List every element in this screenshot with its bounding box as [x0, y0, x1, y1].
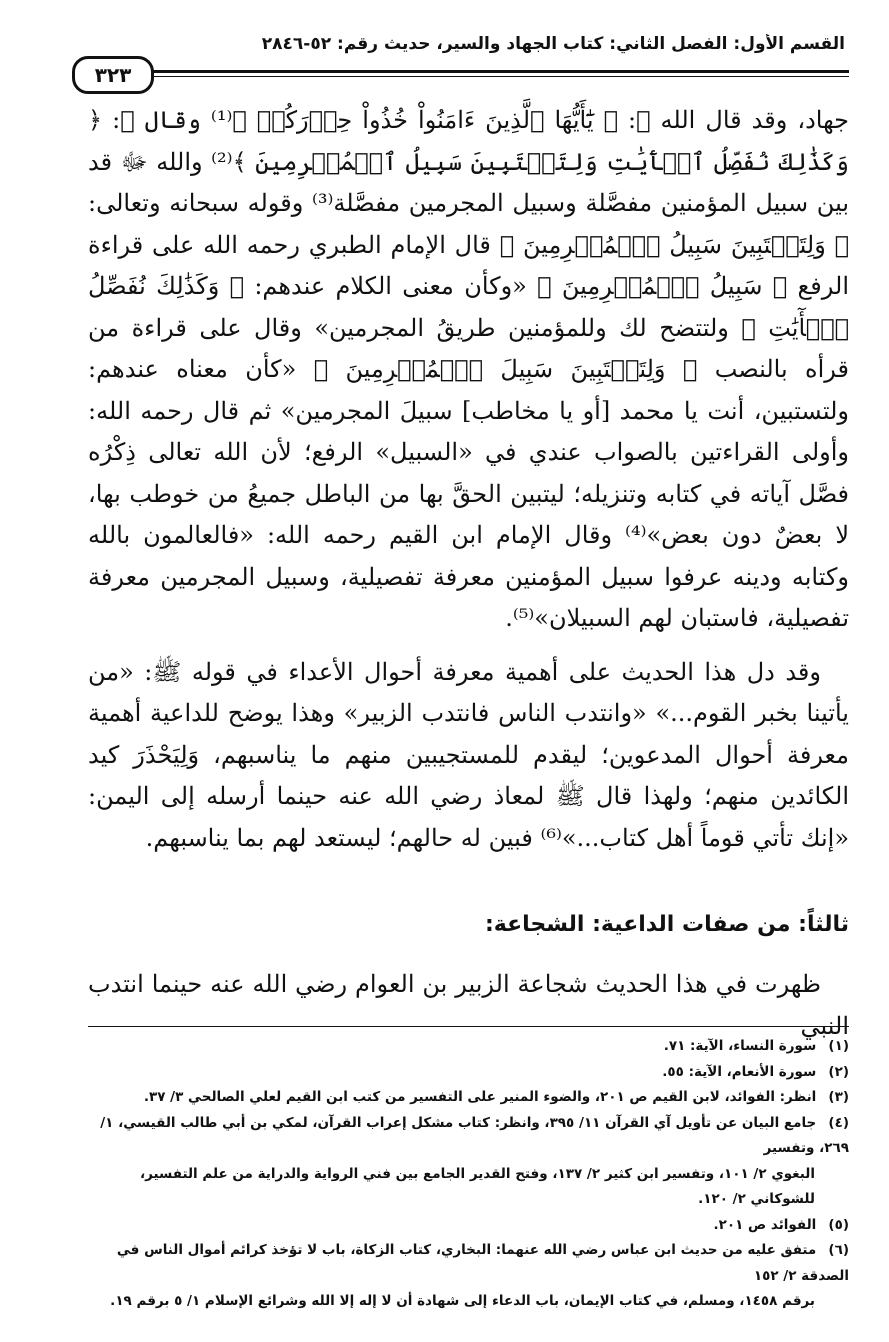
footnote-number: (٤)	[828, 1114, 849, 1131]
footnote-text: سورة النساء، الآية: ٧١.	[663, 1038, 817, 1054]
footnotes	[88, 1034, 849, 1315]
running-header: القسم الأول: الفصل الثاني: كتاب الجهاد والسير، حديث رقم: ٥٢-٢٨٤٦	[261, 34, 845, 54]
footnote-text: سورة الأنعام، الآية: ٥٥.	[662, 1063, 817, 1080]
footnote	[88, 1111, 849, 1162]
footnote-number: (٥)	[828, 1216, 849, 1233]
footnote-text: انظر: الفوائد، لابن القيم ص ٢٠١، والضوء المنير على التفسير من كتب ابن القيم لعلي الصالحي ٣/ ٣٧.	[143, 1089, 817, 1105]
page-number: ٣٢٣	[72, 56, 154, 94]
header-rule	[132, 70, 849, 73]
footnote-divider	[88, 1026, 849, 1027]
footnote	[88, 1085, 849, 1111]
footnote-number: (٢)	[828, 1063, 849, 1080]
footnote-number: (٦)	[828, 1242, 849, 1258]
footnote	[88, 1034, 849, 1060]
section-heading: ثالثاً: من صفات الداعية: الشجاعة:	[484, 912, 849, 937]
footnote-text: متفق عليه من حديث ابن عباس رضي الله عنهما: البخاري، كتاب الزكاة، باب لا تؤخذ كرائم أموال الناس في الصدقة ٢/ ١٥٢	[116, 1242, 849, 1284]
footnote	[88, 1213, 849, 1239]
footnote-number: (١)	[828, 1038, 849, 1054]
main-text	[88, 100, 849, 869]
body-paragraph: وقد دل هذا الحديث على أهمية معرفة أحوال الأعداء في قوله ﷺ: «من يأتينا بخبر القوم...» «وانتدب الناس فانتدب الزبير» وهذا يوضح للداعية أهمية معرفة أحوال المدعوين؛ ليقدم للمستجيبين منهم ما يناسبهم، وَلِيَحْذَرَ كيد الكائدين منهم؛ ولهذا قال ﷺ لمعاذ رضي الله عنه حينما أرسله إلى اليمن: «إنك تأتي قوماً أهل كتاب...»⁽⁶⁾ فبين له حالهم؛ ليستعد لهم بما يناسبهم.	[88, 657, 849, 852]
footnote-continuation: برقم ١٤٥٨، ومسلم، في كتاب الإيمان، باب الدعاء إلى شهادة أن لا إله إلا الله وشرائع الإسلام ١/ ٥ برقم ١٩.	[110, 1293, 815, 1309]
footnote	[88, 1238, 849, 1289]
footnote-continuation: البغوي ٢/ ١٠١، وتفسير ابن كثير ٢/ ١٣٧، وفتح القدير الجامع بين فني الرواية والدراية من علم التفسير، للشوكاني ٢/ ١٢٠.	[139, 1165, 815, 1207]
footnote-number: (٣)	[828, 1089, 849, 1105]
footnote	[88, 1060, 849, 1086]
footnote-text: الفوائد ص ٢٠١.	[713, 1216, 817, 1233]
footnote-text: جامع البيان عن تأويل آي القرآن ١١/ ٣٩٥، وانظر: كتاب مشكل إعراب القرآن، لمكي بن أبي طالب القيسي، ١/ ٢٦٩، وتفسير	[100, 1114, 849, 1156]
section-paragraph: ظهرت في هذا الحديث شجاعة الزبير بن العوام رضي الله عنه حينما انتدب النبي	[88, 970, 849, 1040]
body-paragraph: جهاد، وقد قال الله ﷻ: ﴿ يَٰٓأَيُّهَا ٱلَّذِينَ ءَامَنُواْ خُذُواْ حِذۡرَكُمۡ ﴾⁽¹⁾ وقال ﷻ: ﴿ وَكَذَٰلِكَ نُفَصِّلُ ٱلۡأٓيَٰتِ وَلِتَسۡتَبِينَ سَبِيلُ ٱلۡمُجۡرِمِينَ ﴾⁽²⁾ والله ﷻ قد بين سبيل المؤمنين مفصَّلة وسبيل المجرمين مفصَّلة⁽³⁾ وقوله سبحانه وتعالى: ﴿ وَلِتَسۡتَبِينَ سَبِيلُ ٱلۡمُجۡرِمِينَ ﴾ قال الإمام الطبري رحمه الله على قراءة الرفع ﴿ سَبِيلُ ٱلۡمُجۡرِمِينَ ﴾ «وكأن معنى الكلام عندهم: ﴿ وَكَذَٰلِكَ نُفَصِّلُ ٱلۡأٓيَٰتِ ﴾ ولتتضح لك وللمؤمنين طريقُ المجرمين» وقال على قراءة من قرأه بالنصب ﴿ وَلِتَسۡتَبِينَ سَبِيلَ ٱلۡمُجۡرِمِينَ ﴾ «كأن معناه عندهم: ولتستبين، أنت يا محمد [أو يا مخاطب] سبيلَ المجرمين» ثم قال رحمه الله: وأولى القراءتين بالصواب عندي في «السبيل» الرفع؛ لأن الله تعالى ذِكْرُه فصَّل آياته في كتابه وتنزيله؛ ليتبين الحقَّ بها من الباطل جميعُ من خوطب بها، لا بعضٌ دون بعض»⁽⁴⁾ وقال الإمام ابن القيم رحمه الله: «فالعالمون بالله وكتابه ودينه عرفوا سبيل المؤمنين معرفة تفصيلية، وسبيل المجرمين معرفة تفصيلية، فاستبان لهم السبيلان»⁽⁵⁾.	[88, 106, 850, 632]
